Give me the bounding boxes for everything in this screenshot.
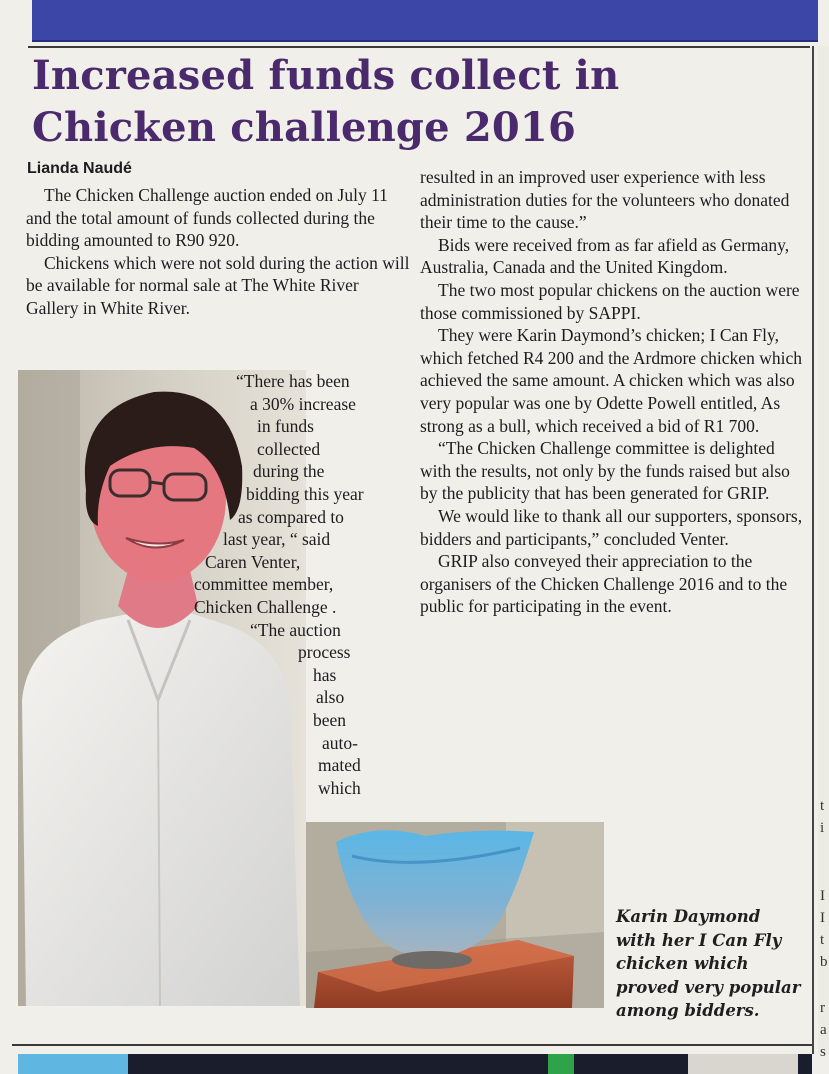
gutter-letter: r: [820, 1000, 825, 1016]
article-column-left: [26, 184, 410, 320]
wrap-text-line: last year, “ said: [223, 529, 331, 550]
photo-caption: Karin Daymond with her I Can Fly chicken which proved very popular among bidders.: [616, 907, 801, 1021]
article-column-right: [420, 166, 806, 618]
gutter-letter: i: [820, 820, 825, 836]
bottom-rule: [12, 1044, 812, 1046]
gutter-letter: s: [820, 1044, 826, 1060]
wrap-text-line: a 30% increase: [250, 393, 356, 414]
wrap-text-line: also: [316, 687, 345, 708]
gutter-letter: I: [820, 910, 825, 926]
advert-swatch: [688, 1054, 798, 1074]
body-paragraph: GRIP also conveyed their appreciation to the organisers of the Chicken Challenge 2016 and to the public for participating in the event.: [420, 551, 788, 617]
wrap-text-line: in funds: [257, 416, 314, 437]
adjacent-column-fragment: [818, 46, 829, 1060]
wrap-text-line: Caren Venter,: [205, 551, 301, 572]
gutter-letter: b: [820, 954, 828, 970]
wrap-text-line: “The auction: [250, 619, 341, 640]
body-paragraph: The Chicken Challenge auction ended on July 11 and the total amount of funds collected during the bidding amounted to R90 920.: [26, 185, 388, 251]
top-color-band: [32, 0, 818, 42]
wrap-text-line: has: [313, 664, 337, 685]
body-paragraph: The two most popular chickens on the auction were those commissioned by SAPPI.: [420, 279, 800, 323]
wrap-text-line: mated: [318, 755, 361, 776]
gutter-letter: a: [820, 1022, 827, 1038]
top-rule: [28, 46, 810, 48]
column-rule: [812, 46, 814, 1054]
body-paragraph: Chickens which were not sold during the action will be available for normal sale at The White River Gallery in White River.: [26, 252, 410, 318]
wrap-text-line: auto-: [322, 732, 358, 753]
article-headline: Increased funds collect in Chicken challenge 2016: [32, 52, 620, 151]
body-paragraph: They were Karin Daymond’s chicken; I Can Fly, which fetched R4 200 and the Ardmore chicken which achieved the same amount. A chicken which was also very popular was one by Odette Powell entitled, As strong as a bull, which received a bid of R1 700.: [420, 325, 802, 436]
wrap-text-line: which: [318, 777, 361, 798]
body-paragraph: resulted in an improved user experience with less administration duties for the volunteers who donated their time to the cause.”: [420, 167, 790, 233]
body-paragraph: “The Chicken Challenge committee is delighted with the results, not only by the funds raised but also by the publicity that has been generated for GRIP.: [420, 438, 790, 504]
body-paragraph: Bids were received from as far afield as Germany, Australia, Canada and the United Kingdom.: [420, 234, 790, 278]
bottom-advert-strip: [18, 1054, 812, 1074]
wrap-text-line: “There has been: [236, 371, 350, 391]
wrap-text-line: been: [313, 710, 347, 730]
gutter-letter: t: [820, 932, 825, 948]
bowl-photo: [306, 822, 604, 1008]
wrap-text-line: collected: [257, 438, 321, 459]
advert-swatch: [548, 1054, 574, 1074]
body-paragraph: We would like to thank all our supporters, sponsors, bidders and participants,” concluded Venter.: [420, 505, 803, 549]
wrap-text-line: bidding this year: [246, 484, 364, 504]
wrap-text-line: as compared to: [238, 506, 344, 527]
wrap-text-line: process: [298, 642, 351, 663]
article-byline: Lianda Naudé: [27, 160, 132, 177]
gutter-letter: I: [820, 888, 825, 904]
bowl-illustration: [306, 822, 604, 1008]
wrap-text-line: during the: [253, 461, 325, 482]
wrap-text-line: committee member,: [194, 574, 334, 595]
wrap-text-line: Chicken Challenge .: [194, 597, 337, 617]
gutter-letter: t: [820, 798, 825, 814]
advert-swatch: [18, 1054, 128, 1074]
